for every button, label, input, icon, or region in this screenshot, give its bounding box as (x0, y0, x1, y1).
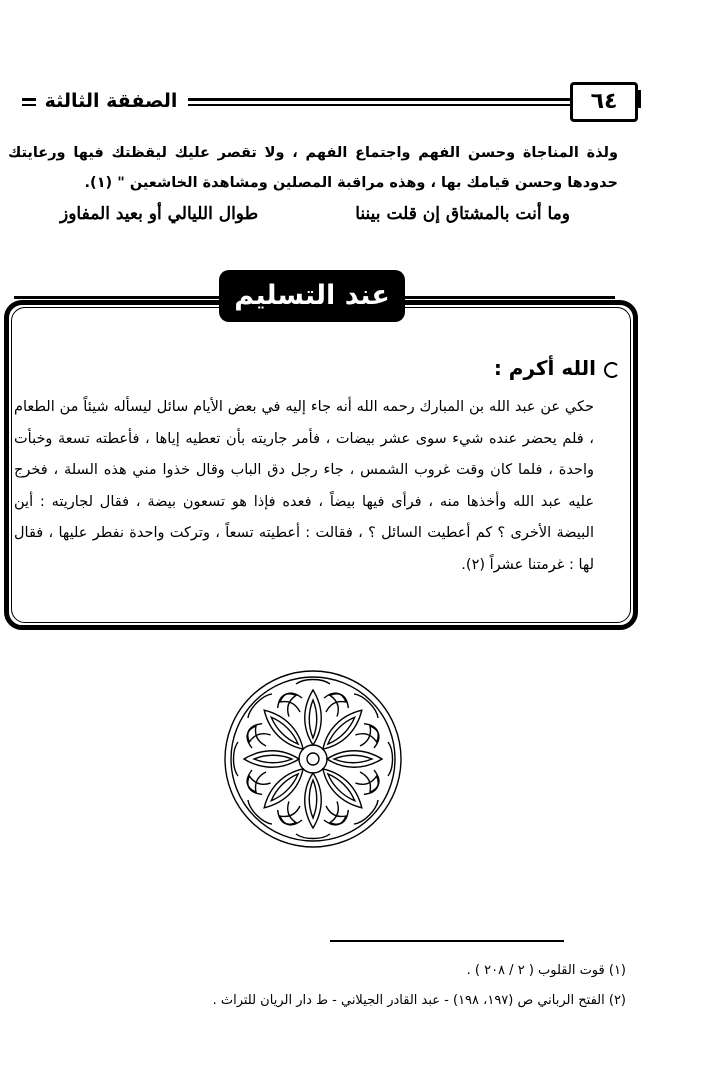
page-title: الصفقة الثالثة (36, 84, 186, 118)
section-title-rule-left (14, 296, 219, 299)
header-rule-middle (188, 98, 570, 101)
footnote-2: (٢) الفتح الرباني ص (١٩٧، ١٩٨) - عبد القادر الجيلاني - ط دار الريان للتراث . (212, 993, 626, 1008)
header-end-tick (638, 90, 641, 108)
section-subheading (430, 356, 620, 386)
page-header (22, 84, 682, 120)
header-rule-left-lower (22, 104, 36, 106)
footnote-separator (330, 940, 564, 942)
crescent-icon (604, 362, 620, 378)
intro-paragraph: ولذة المناجاة وحسن الفهم واجتماع الفهم ، ولا تقصر عليك ليقظتك فيها ورعايتك حدودها وحسن قيامك بها ، وهذه مراقبة المصلين ومشاهدة الخاشعين " (١). (8, 145, 618, 191)
header-rule-middle-lower (188, 104, 570, 106)
subheading-text: الله أكرم : (493, 356, 596, 380)
floral-medallion-icon (222, 668, 404, 850)
section-title: عند التسليم (219, 270, 405, 322)
page-number: ٦٤ (570, 82, 638, 122)
poem-verse (60, 204, 570, 236)
verse-first-hemistich: وما أنت بالمشتاق إن قلت بيننا (355, 204, 570, 224)
section-title-rule-right (405, 296, 615, 299)
header-rule-left (22, 98, 36, 101)
story-paragraph: حكي عن عبد الله بن المبارك رحمه الله أنه جاء إليه في بعض الأيام سائل ليسأله شيئاً من الطعام ، فلم يحضر عنده شيء سوى عشر بيضات ، فأمر جاريته بأن تعطيه إياها ، فأعطته تسعة وخبأت واحدة ، فلما كان وقت غروب الشمس ، جاء رجل دق الباب وقال خذوا مني هذه السلة ، فخرج عليه عبد الله وأخذها منه ، فرأى فيها بيضاً ، فعده فإذا هو تسعون بيضة ، فقال لجاريته : أين البيضة الأخرى ؟ كم أعطيت السائل ؟ ، فقالت : أعطيته تسعاً ، وتركت واحدة نفطر عليها ، فقال لها : غرمتنا عشراً (٢). (14, 399, 594, 573)
verse-second-hemistich: طوال الليالي أو بعيد المفاوز (60, 204, 259, 224)
footnote-1: (١) قوت القلوب ( ٢ / ٢٠٨ ) . (466, 963, 626, 978)
footnotes (140, 956, 626, 1016)
